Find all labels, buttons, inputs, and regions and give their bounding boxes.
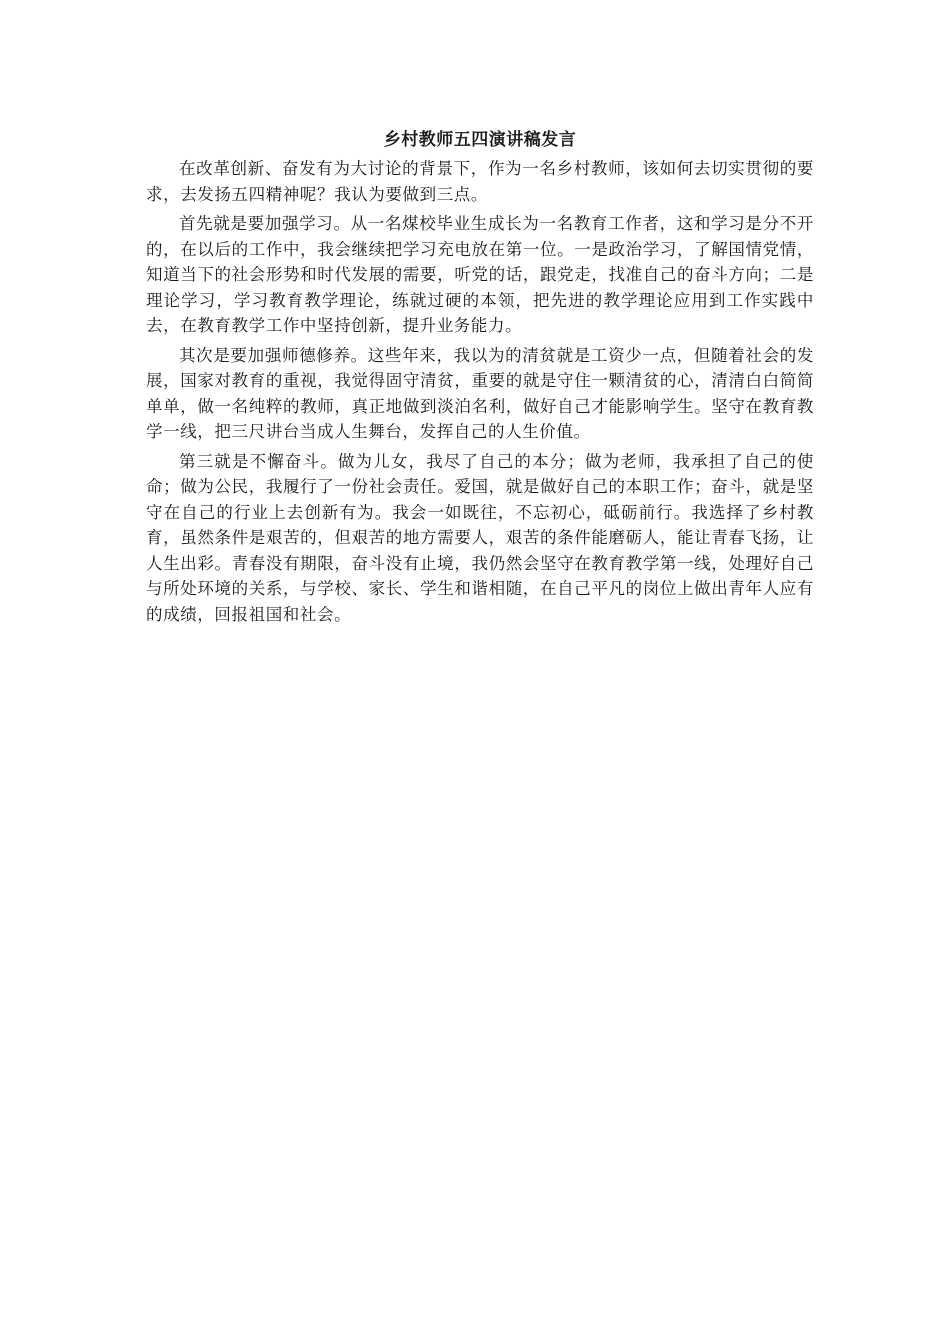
paragraph-learning: 首先就是要加强学习。从一名煤校毕业生成长为一名教育工作者，这和学习是分不开的，在以后的工作中，我会继续把学习充电放在第一位。一是政治学习，了解国情党情，知道当下的社会形势和时代发展的需要，听党的话，跟党走，找准自己的奋斗方向；二是理论学习，学习教育教学理论，练就过硬的本领，把先进的教学理论应用到工作实践中去，在教育教学工作中坚持创新，提升业务能力。 [146,214,814,335]
paragraph-ethics: 其次是要加强师德修养。这些年来，我以为的清贫就是工资少一点，但随着社会的发展，国家对教育的重视，我觉得固守清贫，重要的就是守住一颗清贫的心，清清白白简简单单，做一名纯粹的教师，真正地做到淡泊名利，做好自己才能影响学生。坚守在教育教学一线，把三尺讲台当成人生舞台，发挥自己的人生价值。 [146,345,814,441]
document-body [146,128,814,631]
paragraph-intro: 在改革创新、奋发有为大讨论的背景下，作为一名乡村教师，该如何去切实贯彻的要求，去发扬五四精神呢？我认为要做到三点。 [146,159,814,204]
paragraph-struggle: 第三就是不懈奋斗。做为儿女，我尽了自己的本分；做为老师，我承担了自己的使命；做为公民，我履行了一份社会责任。爱国，就是做好自己的本职工作；奋斗，就是坚守在自己的行业上去创新有为。我会一如既往，不忘初心，砥砺前行。我选择了乡村教育，虽然条件是艰苦的，但艰苦的地方需要人，艰苦的条件能磨砺人，能让青春飞扬，让人生出彩。青春没有期限，奋斗没有止境，我仍然会坚守在教育教学第一线，处理好自己与所处环境的关系，与学校、家长、学生和谐相随，在自己平凡的岗位上做出青年人应有的成绩，回报祖国和社会。 [146,451,814,624]
document-title: 乡村教师五四演讲稿发言 [383,130,577,150]
